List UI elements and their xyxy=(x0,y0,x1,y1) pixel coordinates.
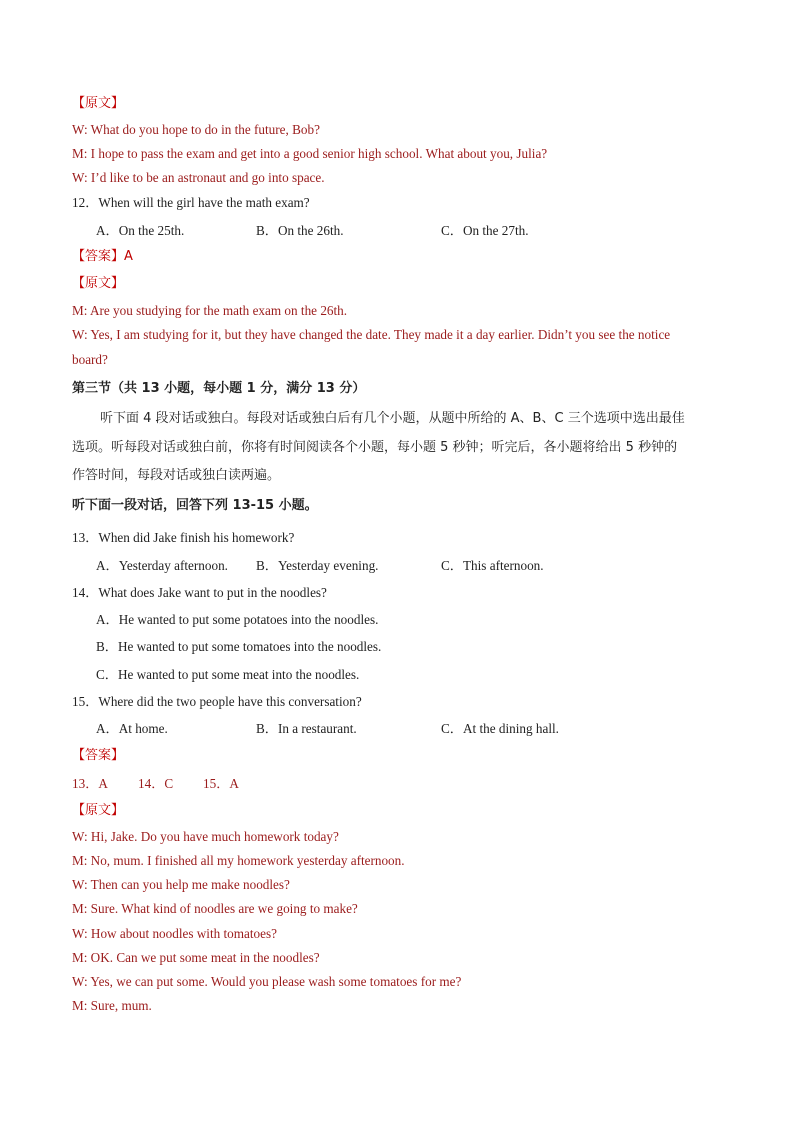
q14-option-a: A．He wanted to put some potatoes into the noodles. xyxy=(96,612,379,627)
answer-value: A xyxy=(124,249,133,264)
question-15: 15．Where did the two people have this conversation? xyxy=(72,694,362,709)
transcript-line: M: Sure, mum. xyxy=(72,998,152,1013)
q12-option-a: A．On the 25th. xyxy=(96,223,185,238)
transcript-line: W: How about noodles with tomatoes? xyxy=(72,926,277,941)
q14-option-b: B．He wanted to put some tomatoes into the noodles. xyxy=(96,639,382,654)
yuanwen-tag: 【原文】 xyxy=(72,803,125,818)
q15-option-a: A．At home. xyxy=(96,721,168,736)
q13-option-c: C．This afternoon. xyxy=(441,558,544,573)
answer-tag-q12: 【答案】A xyxy=(72,249,133,264)
q13-option-b: B．Yesterday evening. xyxy=(256,558,379,573)
transcript-line: M: OK. Can we put some meat in the noodles? xyxy=(72,950,320,965)
transcript-line: W: Then can you help me make noodles? xyxy=(72,877,290,892)
transcript-line: W: I’d like to be an astronaut and go into space. xyxy=(72,170,325,185)
answer-tag: 【答案】 xyxy=(72,748,125,763)
q14-option-c: C．He wanted to put some meat into the noodles. xyxy=(96,667,360,682)
q12-option-b: B．On the 26th. xyxy=(256,223,344,238)
q12-option-c: C．On the 27th. xyxy=(441,223,529,238)
question-13: 13．When did Jake finish his homework? xyxy=(72,530,295,545)
transcript-line: board? xyxy=(72,352,108,367)
q15-option-b: B．In a restaurant. xyxy=(256,721,357,736)
subheading: 听下面一段对话，回答下列 13-15 小题。 xyxy=(72,498,318,513)
transcript-line: W: Yes, I am studying for it, but they have changed the date. They made it a day earlier. Didn’t you see the notice xyxy=(72,327,671,342)
answer-13: 13．A xyxy=(72,776,108,791)
q13-option-a: A．Yesterday afternoon. xyxy=(96,558,228,573)
yuanwen-tag: 【原文】 xyxy=(72,96,125,111)
answer-14: 14．C xyxy=(138,776,174,791)
transcript-line: W: Yes, we can put some. Would you please wash some tomatoes for me? xyxy=(72,974,462,989)
section-title: 第三节（共 13 小题，每小题 1 分，满分 13 分） xyxy=(72,381,366,396)
transcript-line: M: No, mum. I finished all my homework yesterday afternoon. xyxy=(72,853,405,868)
q15-option-c: C．At the dining hall. xyxy=(441,721,559,736)
instructions-line: 作答时间，每段对话或独白读两遍。 xyxy=(72,468,281,483)
transcript-line: M: I hope to pass the exam and get into a good senior high school. What about you, Julia? xyxy=(72,146,548,161)
transcript-line: M: Are you studying for the math exam on the 26th. xyxy=(72,303,348,318)
transcript-line: W: Hi, Jake. Do you have much homework today? xyxy=(72,829,339,844)
instructions-line: 选项。听每段对话或独白前，你将有时间阅读各个小题，每小题 5 秒钟；听完后，各小题将给出 5 秒钟的 xyxy=(72,440,678,455)
instructions-line: 听下面 4 段对话或独白。每段对话或独白后有几个小题，从题中所给的 A、B、C 三个选项中选出最佳 xyxy=(100,411,685,426)
transcript-line: M: Sure. What kind of noodles are we going to make? xyxy=(72,901,358,916)
answer-15: 15．A xyxy=(203,776,239,791)
question-12: 12．When will the girl have the math exam? xyxy=(72,195,310,210)
question-14: 14．What does Jake want to put in the noodles? xyxy=(72,585,327,600)
transcript-line: W: What do you hope to do in the future, Bob? xyxy=(72,122,320,137)
yuanwen-tag: 【原文】 xyxy=(72,276,125,291)
